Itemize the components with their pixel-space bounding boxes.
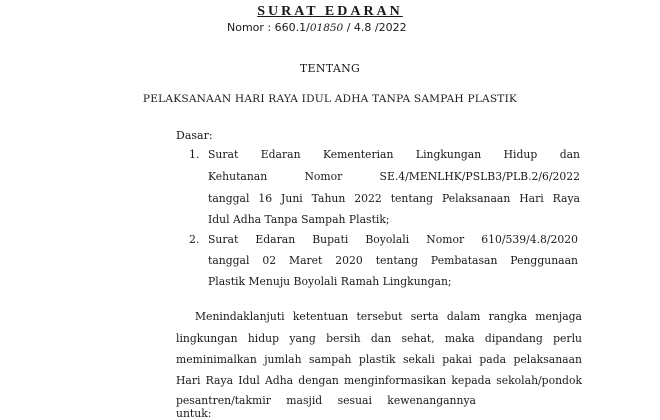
dasar-item-line: Surat Edaran Kementerian Lingkungan Hidup dan [208, 148, 580, 161]
tentang-heading: TENTANG [299, 62, 361, 75]
dasar-item-line: Kehutanan Nomor SE.4/MENLHK/PSLB3/PLB.2/6/2022 [208, 170, 580, 183]
document-number-handwritten: 01850 [309, 22, 344, 34]
dasar-item-line: Idul Adha Tanpa Sampah Plastik; [208, 213, 390, 226]
document-number-prefix: Nomor : 660.1/ [227, 21, 310, 34]
body-line: meminimalkan jumlah sampah plastik sekali pakai pada pelaksanaan [176, 353, 582, 366]
dasar-item-line: tanggal 16 Juni Tahun 2022 tentang Pelaksanaan Hari Raya [208, 192, 580, 205]
dasar-item-line: Plastik Menuju Boyolali Ramah Lingkungan; [208, 275, 452, 288]
dasar-item-number: 1. [189, 148, 200, 161]
dasar-item-line: tanggal 02 Maret 2020 tentang Pembatasan Penggunaan [208, 254, 578, 267]
dasar-label: Dasar: [176, 129, 213, 142]
document-number [227, 21, 407, 34]
dasar-item-number: 2. [189, 233, 200, 246]
body-line: pesantren/takmir masjid sesuai kewenangannya untuk: [176, 394, 476, 420]
body-line: lingkungan hidup yang bersih dan sehat, maka dipandang perlu [176, 332, 582, 345]
dasar-item-line: Surat Edaran Bupati Boyolali Nomor 610/539/4.8/2020 [208, 233, 578, 246]
document-title: SURAT EDARAN [257, 4, 403, 19]
body-line: Hari Raya Idul Adha dengan menginformasikan kepada sekolah/pondok [176, 374, 582, 387]
document-number-suffix: / 4.8 /2022 [343, 21, 407, 34]
subject-heading: PELAKSANAAN HARI RAYA IDUL ADHA TANPA SAMPAH PLASTIK [142, 93, 518, 105]
body-line: Menindaklanjuti ketentuan tersebut serta dalam rangka menjaga [195, 310, 582, 323]
